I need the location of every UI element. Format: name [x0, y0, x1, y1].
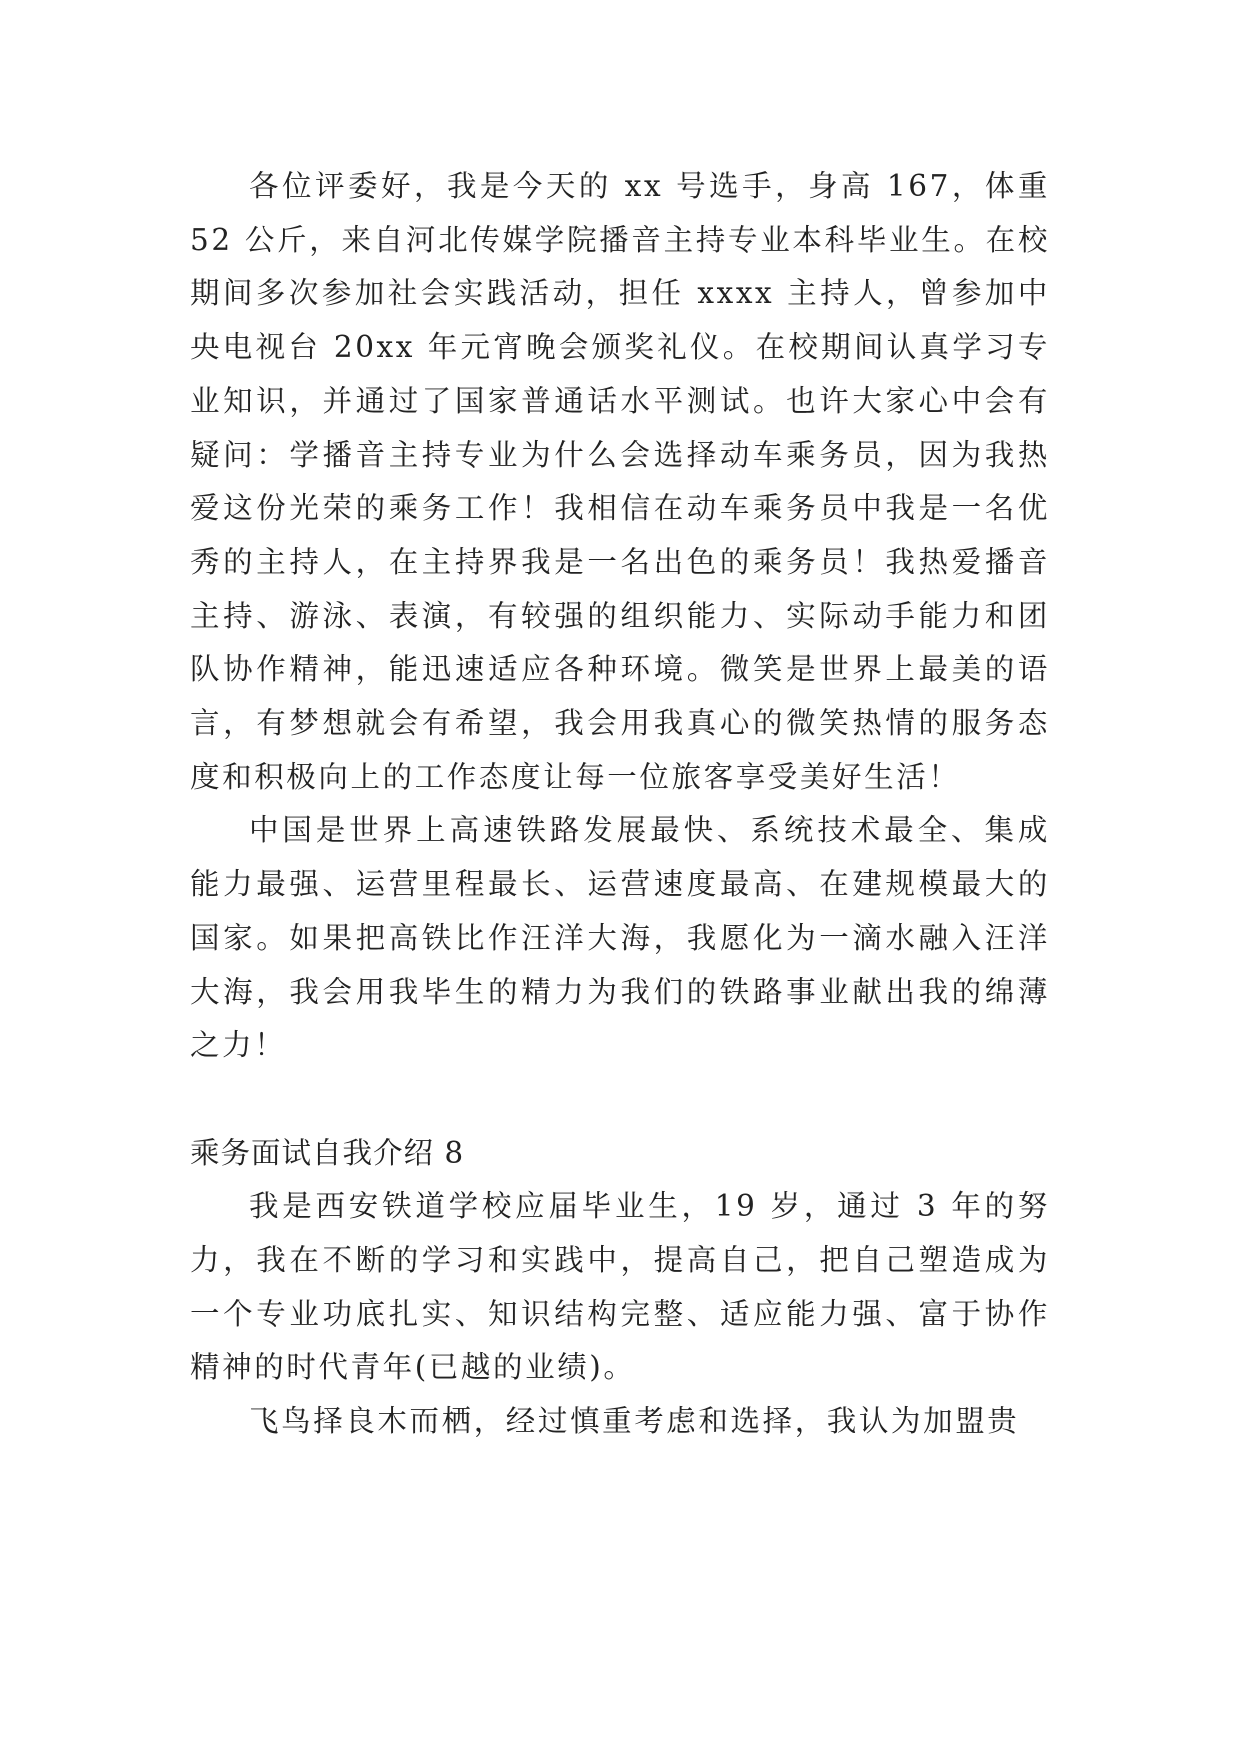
- paragraph-truncated: 飞鸟择良木而栖，经过慎重考虑和选择，我认为加盟贵: [249, 1404, 1020, 1439]
- document-body: [190, 160, 1050, 1449]
- paragraph-high-speed-rail: 中国是世界上高速铁路发展最快、系统技术最全、集成能力最强、运营里程最长、运营速度最高、在建规模最大的国家。如果把高铁比作汪洋大海，我愿化为一滴水融入汪洋大海，我会用我毕生的精力为我们的铁路事业献出我的绵薄之力！: [190, 813, 1050, 1063]
- section-heading: 乘务面试自我介绍 8: [190, 1135, 465, 1170]
- paragraph-graduate-intro: 我是西安铁道学校应届毕业生，19 岁，通过 3 年的努力，我在不断的学习和实践中，提高自己，把自己塑造成为一个专业功底扎实、知识结构完整、适应能力强、富于协作精神的时代青年(已越的业绩)。: [190, 1189, 1050, 1385]
- paragraph-self-intro: 各位评委好，我是今天的 xx 号选手，身高 167，体重 52 公斤，来自河北传媒学院播音主持专业本科毕业生。在校期间多次参加社会实践活动，担任 xxxx 主持人，曾参加中央电视台 20xx 年元宵晚会颁奖礼仪。在校期间认真学习专业知识，并通过了国家普通话水平测试。也许大家心中会有疑问：学播音主持专业为什么会选择动车乘务员，因为我热爱这份光荣的乘务工作！我相信在动车乘务员中我是一名优秀的主持人，在主持界我是一名出色的乘务员！我热爱播音主持、游泳、表演，有较强的组织能力、实际动手能力和团队协作精神，能迅速适应各种环境。微笑是世界上最美的语言，有梦想就会有希望，我会用我真心的微笑热情的服务态度和积极向上的工作态度让每一位旅客享受美好生活！: [190, 169, 1050, 794]
